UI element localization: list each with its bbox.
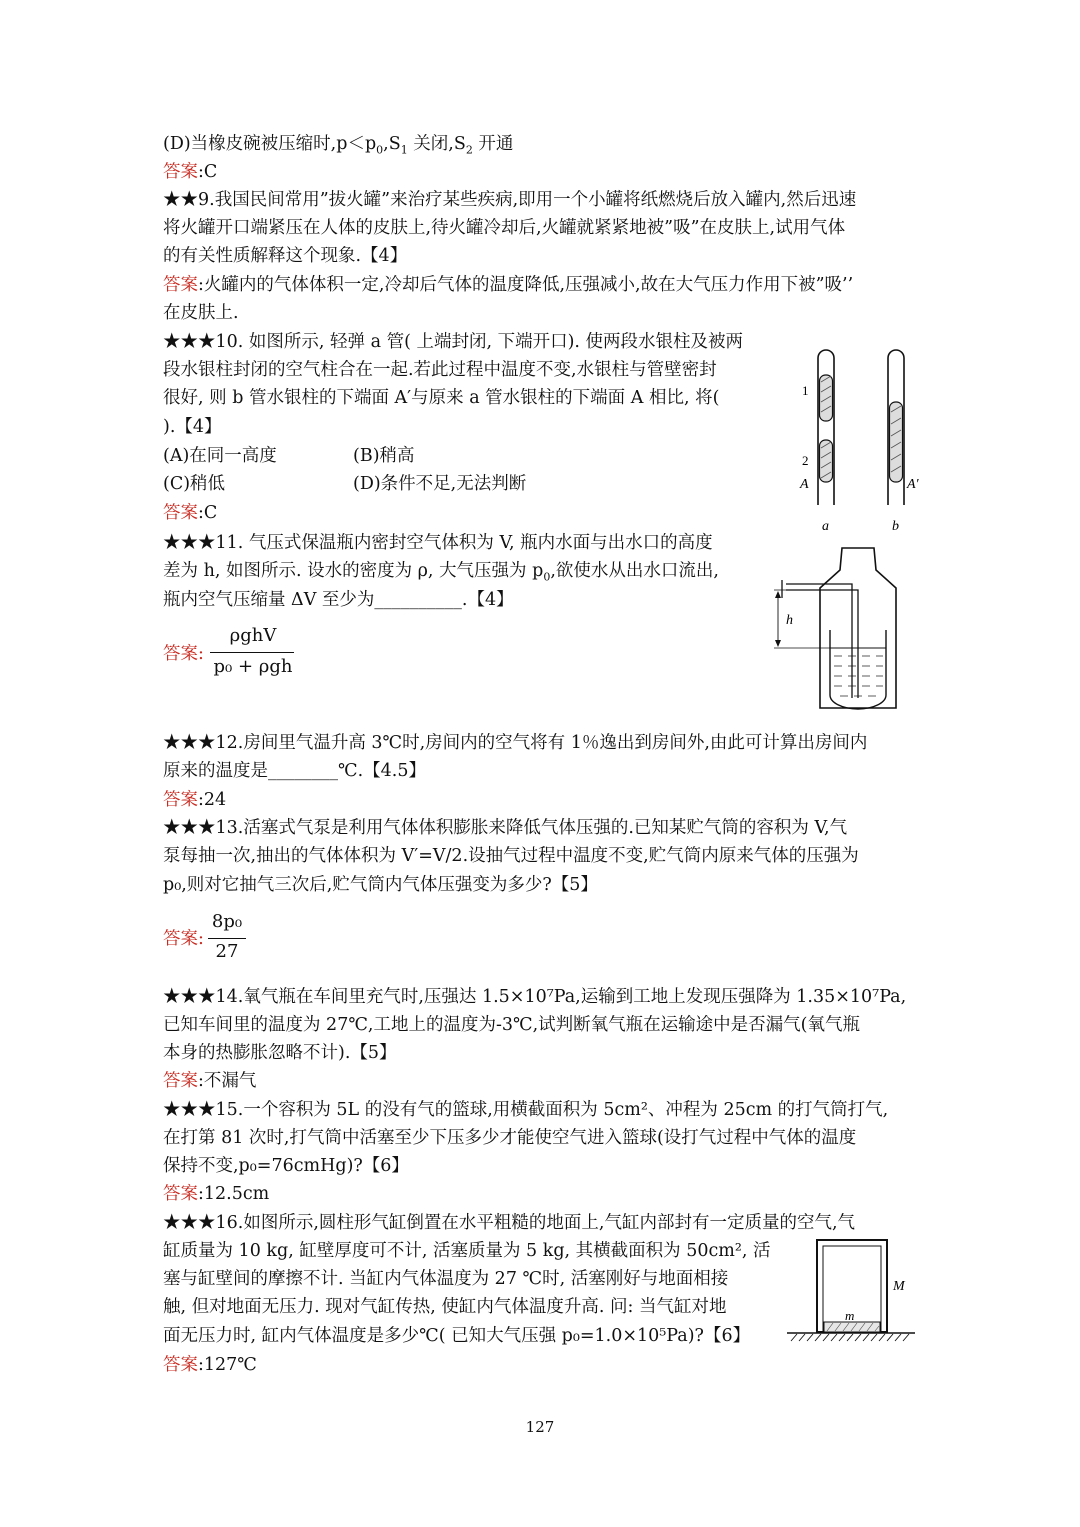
q11-line-1: ★★★11. 气压式保温瓶内密封空气体积为 V, 瓶内水面与出水口的高度 <box>163 533 713 553</box>
q12-answer: 答案:24 <box>163 790 227 810</box>
q11-denominator: p₀ + ρgh <box>213 656 293 677</box>
q16-line-1: ★★★16.如图所示,圆柱形气缸倒置在水平粗糙的地面上,气缸内部封有一定质量的空气,气 <box>163 1213 856 1233</box>
q15-line-2: 在打第 81 次时,打气筒中活塞至少下压多少才能使空气进入篮球(设打气过程中气体的温度 <box>163 1128 857 1148</box>
q15-line-1: ★★★15.一个容积为 5L 的没有气的篮球,用横截面积为 5cm²、冲程为 25cm 的打气筒打气, <box>163 1100 889 1120</box>
q10-tube-figure <box>790 340 925 540</box>
q16-line-5: 面无压力时, 缸内气体温度是多少℃( 已知大气压强 p₀=1.0×10⁵Pa)?【6】 <box>163 1326 751 1346</box>
q16-line-4: 触, 但对地面无压力. 现对气缸传热, 使缸内气体温度升高. 问: 当气缸对地 <box>163 1297 727 1317</box>
label-A-prime: A′ <box>907 477 919 492</box>
label-m: m <box>845 1308 855 1323</box>
label-M: M <box>893 1279 905 1294</box>
q10-option-c: (C)稍低 <box>163 474 226 494</box>
q10-line-1: ★★★10. 如图所示, 轻弹 a 管( 上端封闭, 下端开口). 使两段水银柱及被两 <box>163 332 744 352</box>
label-1: 1 <box>802 383 809 398</box>
q10-answer: 答案:C <box>163 503 218 523</box>
q15-answer: 答案:12.5cm <box>163 1184 270 1204</box>
label-A: A <box>800 477 809 492</box>
q14-line-3: 本身的热膨胀忽略不计).【5】 <box>163 1043 397 1063</box>
q10-line-2: 段水银柱封闭的空气柱合在一起.若此过程中温度不变,水银柱与管壁密封 <box>163 360 717 380</box>
q11-answer-label: 答案: <box>163 644 204 664</box>
page-number: 127 <box>525 1418 555 1436</box>
q10-line-4: ).【4】 <box>163 417 222 437</box>
q8-option-d: (D)当橡皮碗被压缩时$,p<p_0,S_1$ 关闭$,S_2$ 开通 <box>163 134 514 157</box>
q13-line-1: ★★★13.活塞式气泵是利用气体体积膨胀来降低气体压强的.已知某贮气筒的容积为 V,气 <box>163 818 848 838</box>
q16-line-3: 塞与缸壁间的摩擦不计. 当缸内气体温度为 27 ℃时, 活塞刚好与地面相接 <box>163 1269 729 1289</box>
q14-answer: 答案:不漏气 <box>163 1071 257 1091</box>
label-2: 2 <box>802 453 809 468</box>
q12-line-1: ★★★12.房间里气温升高 3℃时,房间内的空气将有 1％逸出到房间外,由此可计算出房间内 <box>163 733 868 753</box>
q9-line-2: 将火罐开口端紧压在人体的皮肤上,待火罐冷却后,火罐就紧紧地被”吸”在皮肤上,试用气体 <box>163 218 846 238</box>
q10-option-a: (A)在同一高度 <box>163 446 277 466</box>
q9-line-3: 的有关性质解释这个现象.【4】 <box>163 246 408 266</box>
q10-option-d: (D)条件不足,无法判断 <box>353 474 527 494</box>
q13-line-2: 泵每抽一次,抽出的气体体积为 V′=V/2.设抽气过程中温度不变,贮气筒内原来气体的压强为 <box>163 846 859 866</box>
q11-thermos-figure <box>770 540 930 715</box>
q13-numerator: 8p₀ <box>211 911 243 932</box>
q10-line-3: 很好, 则 b 管水银柱的下端面 A′与原来 a 管水银柱的下端面 A 相比, 将( <box>163 388 720 408</box>
q10-option-b: (B)稍高 <box>353 446 415 466</box>
q11-fraction-bar <box>210 652 294 653</box>
q14-line-2: 已知车间里的温度为 27℃,工地上的温度为-3℃,试判断氧气瓶在运输途中是否漏气(氧气瓶 <box>163 1015 860 1035</box>
q11-line-3: 瓶内空气压缩量 ΔV 至少为__________.【4】 <box>163 590 514 610</box>
outlet-tube <box>786 584 852 698</box>
q14-line-1: ★★★14.氧气瓶在车间里充气时,压强达 1.5×10⁷Pa,运输到工地上发现压强降为 1.35×10⁷Pa, <box>163 987 907 1007</box>
q13-denominator: 27 <box>215 941 239 962</box>
label-b: b <box>892 519 899 534</box>
mercury-column-2 <box>820 440 833 482</box>
label-a: a <box>822 519 829 534</box>
q11-numerator: ρghV <box>229 625 277 646</box>
q11-line-2: 差为 h, 如图所示. 设水的密度为 ρ, 大气压强为 $p_0$,欲使水从出水口流出, <box>163 561 719 584</box>
q13-answer-label: 答案: <box>163 929 204 949</box>
q9-answer: 答案:火罐内的气体体积一定,冷却后气体的温度降低,压强减小,故在大气压力作用下被”吸’’ <box>163 275 854 295</box>
q9-line-1: ★★9.我国民间常用”拔火罐”来治疗某些疾病,即用一个小罐将纸燃烧后放入罐内,然后迅速 <box>163 190 857 210</box>
q9-answer-line-2: 在皮肤上. <box>163 303 239 323</box>
label-h: h <box>786 613 793 628</box>
q12-line-2: 原来的温度是________℃.【4.5】 <box>163 761 426 781</box>
q13-line-3: p₀,则对它抽气三次后,贮气筒内气体压强变为多少?【5】 <box>163 875 598 895</box>
q13-fraction-bar <box>208 938 246 939</box>
q8-answer: 答案:C <box>163 162 218 182</box>
q15-line-3: 保持不变,p₀=76cmHg)?【6】 <box>163 1156 409 1176</box>
q16-answer: 答案:127℃ <box>163 1355 257 1375</box>
q16-line-2: 缸质量为 10 kg, 缸壁厚度可不计, 活塞质量为 5 kg, 其横截面积为 50cm², 活 <box>163 1241 771 1261</box>
q16-cylinder-figure <box>785 1238 920 1350</box>
